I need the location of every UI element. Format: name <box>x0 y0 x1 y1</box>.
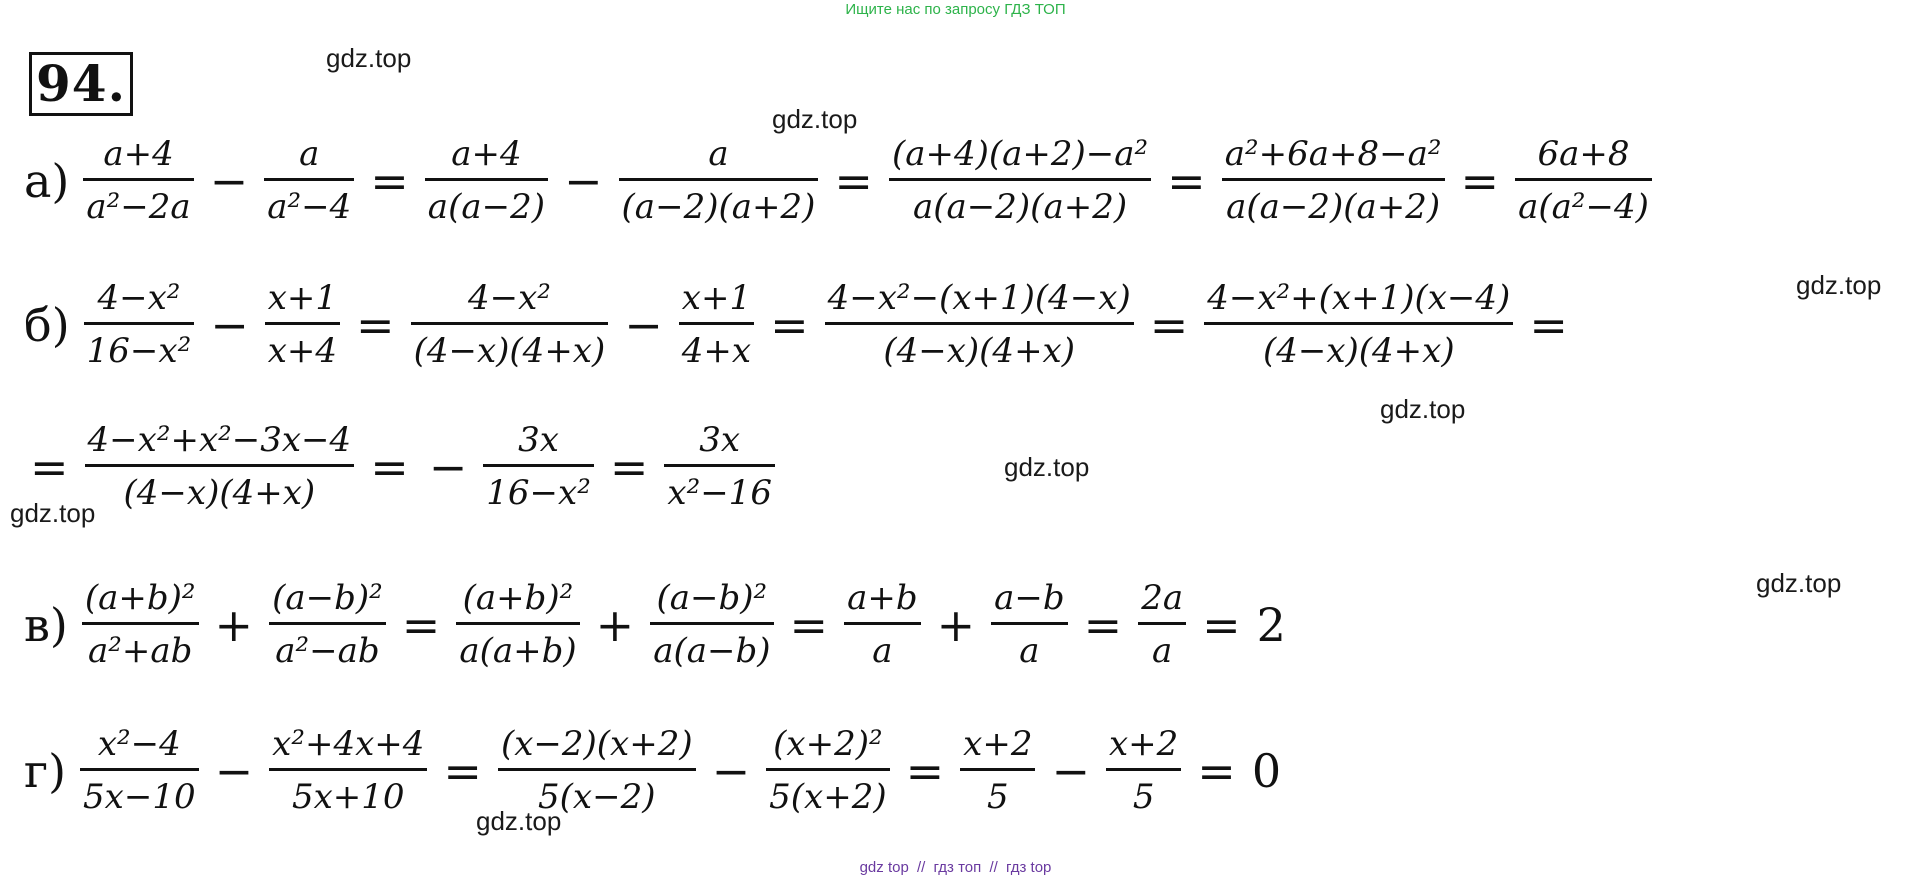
fraction <box>619 132 819 229</box>
denominator: a²−4 <box>267 187 352 227</box>
numerator: 6a+8 <box>1537 134 1630 174</box>
numerator: 4−x² <box>467 278 551 318</box>
operator: − <box>1051 743 1090 798</box>
item-label: г) <box>24 743 67 798</box>
denominator: 16−x² <box>86 331 192 371</box>
denominator: 5 <box>986 777 1009 817</box>
operator: − <box>428 439 468 494</box>
numerator: a+4 <box>451 134 522 174</box>
denominator: a <box>872 631 893 671</box>
denominator: 5(x+2) <box>769 777 887 817</box>
operator: = <box>356 297 395 352</box>
operator: = <box>370 439 409 494</box>
fraction <box>269 722 427 819</box>
watermark: gdz.top <box>1756 568 1842 598</box>
fraction-bar <box>456 622 579 625</box>
operator: − <box>624 297 663 352</box>
fraction <box>425 132 548 229</box>
equation-row-a <box>24 132 1658 229</box>
fraction-bar <box>825 322 1134 325</box>
denominator: a <box>1019 631 1040 671</box>
operator: = <box>905 743 945 798</box>
operator: = <box>401 597 441 652</box>
operator: + <box>595 597 635 652</box>
operator: = <box>1197 743 1236 798</box>
denominator: a²+ab <box>87 631 193 671</box>
denominator: a(a−2)(a+2) <box>1226 187 1441 227</box>
numerator: a <box>708 134 729 174</box>
fraction-bar <box>1515 178 1652 181</box>
fraction <box>411 276 609 373</box>
watermark: gdz.top <box>1380 394 1466 424</box>
footer-link[interactable]: гдз топ <box>933 859 982 876</box>
footer-link[interactable]: гдз top <box>1005 859 1052 876</box>
numerator: x+1 <box>267 278 338 318</box>
numerator: x+2 <box>963 724 1033 764</box>
denominator: a(a+b) <box>459 631 577 671</box>
fraction-bar <box>80 768 199 771</box>
numerator: (a−b)² <box>272 578 383 618</box>
operator: − <box>564 153 603 208</box>
fraction <box>265 276 340 373</box>
fraction <box>85 418 355 515</box>
numerator: a+b <box>847 578 918 618</box>
footer-links <box>0 859 1911 876</box>
operator: = <box>1083 597 1123 652</box>
watermark: gdz.top <box>1004 452 1090 482</box>
fraction <box>84 276 195 373</box>
numerator: 4−x² <box>97 278 181 318</box>
operator: = <box>1202 597 1241 652</box>
denominator: a(a−2)(a+2) <box>912 187 1128 227</box>
operator: = <box>370 153 409 208</box>
numerator: 4−x²+x²−3x−4 <box>87 420 352 460</box>
denominator: a²−ab <box>275 631 380 671</box>
fraction-bar <box>619 178 819 181</box>
fraction <box>456 576 579 673</box>
denominator: 5x+10 <box>291 777 405 817</box>
fraction <box>1106 722 1181 819</box>
fraction <box>1222 132 1445 229</box>
numerator: (x−2)(x+2) <box>500 724 693 764</box>
fraction-bar <box>483 464 594 467</box>
numerator: 4−x²+(x+1)(x−4) <box>1207 278 1511 318</box>
operator: = <box>443 743 482 798</box>
fraction <box>991 576 1068 673</box>
fraction <box>82 576 199 673</box>
numerator: (x+2)² <box>773 724 883 764</box>
denominator: 5 <box>1132 777 1155 817</box>
fraction-bar <box>1106 768 1181 771</box>
numerator: (a+b)² <box>84 578 196 618</box>
numerator: a−b <box>994 578 1065 618</box>
operator: − <box>209 153 249 208</box>
denominator: 5(x−2) <box>538 777 656 817</box>
operator: = <box>1167 153 1206 208</box>
fraction-bar <box>650 622 773 625</box>
numerator: 3x <box>518 420 559 460</box>
operator: = <box>1460 153 1500 208</box>
fraction <box>83 132 193 229</box>
fraction <box>1515 132 1652 229</box>
fraction <box>80 722 199 819</box>
operator: = <box>770 297 809 352</box>
fraction-bar <box>269 768 427 771</box>
operator: = <box>789 597 829 652</box>
numerator: a²+6a+8−a² <box>1224 134 1442 174</box>
fraction-bar <box>664 464 775 467</box>
fraction-bar <box>991 622 1068 625</box>
fraction-bar <box>411 322 609 325</box>
fraction <box>679 276 754 373</box>
numerator: (a+4)(a+2)−a² <box>891 134 1149 174</box>
equation-row-b-continued <box>20 418 781 515</box>
operator: + <box>936 597 976 652</box>
fraction-bar <box>844 622 921 625</box>
fraction-bar <box>1204 322 1513 325</box>
fraction-bar <box>265 322 340 325</box>
item-label: в) <box>24 597 68 652</box>
denominator: 4+x <box>681 331 752 371</box>
fraction <box>650 576 773 673</box>
fraction-bar <box>425 178 548 181</box>
numerator: x+2 <box>1109 724 1179 764</box>
denominator: (4−x)(4+x) <box>1262 331 1455 371</box>
fraction-bar <box>85 464 355 467</box>
numerator: a <box>299 134 320 174</box>
watermark: gdz.top <box>1796 270 1882 300</box>
denominator: a <box>1152 631 1173 671</box>
item-label: б) <box>24 297 70 352</box>
denominator: (4−x)(4+x) <box>413 331 606 371</box>
result-value: 0 <box>1251 743 1282 798</box>
numerator: 3x <box>699 420 741 460</box>
fraction <box>960 722 1035 819</box>
fraction <box>264 132 354 229</box>
fraction <box>825 276 1134 373</box>
fraction-bar <box>83 178 193 181</box>
operator: = <box>834 153 873 208</box>
denominator: a(a²−4) <box>1518 187 1649 227</box>
fraction-bar <box>269 622 386 625</box>
denominator: (4−x)(4+x) <box>883 331 1075 371</box>
fraction <box>483 418 594 515</box>
numerator: x²+4x+4 <box>272 724 425 764</box>
watermark: gdz.top <box>10 498 96 528</box>
numerator: 2a <box>1141 578 1184 618</box>
numerator: 4−x²−(x+1)(4−x) <box>827 278 1131 318</box>
operator: − <box>711 743 751 798</box>
numerator: (a−b)² <box>656 578 768 618</box>
fraction <box>664 418 775 515</box>
top-note: Ищите нас по запросу ГДЗ ТОП <box>845 1 1066 18</box>
fraction-bar <box>960 768 1035 771</box>
item-label: а) <box>24 153 70 208</box>
numerator: x²−4 <box>97 724 181 764</box>
fraction <box>498 722 696 819</box>
equation-row-g <box>24 722 1287 819</box>
numerator: a+4 <box>103 134 174 174</box>
operator: = <box>30 439 69 494</box>
equation-row-b <box>24 276 1578 373</box>
denominator: a(a−b) <box>653 631 771 671</box>
denominator: 16−x² <box>486 473 591 513</box>
exercise-number: 94. <box>29 52 133 116</box>
denominator: a(a−2) <box>427 187 545 227</box>
operator: = <box>1529 297 1568 352</box>
fraction-bar <box>264 178 354 181</box>
fraction-bar <box>1222 178 1445 181</box>
denominator: 5x−10 <box>83 777 196 817</box>
fraction-bar <box>498 768 696 771</box>
numerator: x+1 <box>681 278 752 318</box>
fraction <box>844 576 921 673</box>
fraction-bar <box>679 322 754 325</box>
fraction-bar <box>84 322 195 325</box>
watermark: gdz.top <box>772 104 858 134</box>
watermark: gdz.top <box>476 806 562 836</box>
fraction-bar <box>766 768 889 771</box>
operator: + <box>214 597 254 652</box>
fraction <box>1138 576 1186 673</box>
result-value: 2 <box>1256 597 1286 652</box>
fraction <box>269 576 386 673</box>
fraction <box>766 722 889 819</box>
numerator: (a+b)² <box>462 578 574 618</box>
operator: − <box>210 297 249 352</box>
operator: − <box>214 743 254 798</box>
footer-separator: // <box>989 859 998 876</box>
fraction-bar <box>1138 622 1186 625</box>
equation-row-v <box>24 576 1292 673</box>
watermark: gdz.top <box>326 43 412 73</box>
operator: = <box>1149 297 1189 352</box>
denominator: x+4 <box>267 331 338 371</box>
denominator: (4−x)(4+x) <box>123 473 316 513</box>
denominator: x²−16 <box>667 473 772 513</box>
fraction-bar <box>82 622 199 625</box>
footer-separator: // <box>916 859 926 876</box>
fraction-bar <box>889 178 1151 181</box>
footer-link[interactable]: gdz top <box>859 859 909 876</box>
denominator: a²−2a <box>86 187 191 227</box>
fraction <box>889 132 1151 229</box>
fraction <box>1204 276 1513 373</box>
denominator: (a−2)(a+2) <box>621 187 816 227</box>
operator: = <box>609 439 649 494</box>
